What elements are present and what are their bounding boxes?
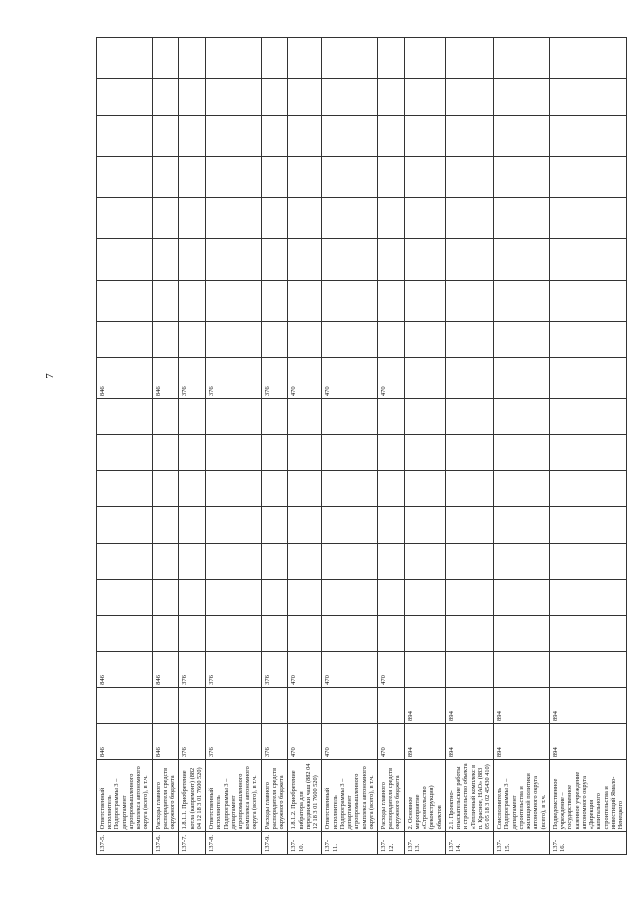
value-cell bbox=[152, 435, 179, 471]
description-cell: Подведомственное учреждение – государственное казенное учреждение автономного округа «Дирекция капитального строительства и инвестиций Ямало-Ненецкого bbox=[549, 760, 626, 832]
value-cell bbox=[288, 471, 322, 507]
table-row bbox=[377, 38, 404, 855]
value-cell bbox=[97, 198, 153, 239]
value-cell bbox=[494, 38, 550, 79]
description-cell: Расходы главного распорядителя средств окружного бюджета bbox=[152, 760, 179, 832]
value-cell bbox=[404, 79, 445, 115]
value-cell bbox=[179, 79, 206, 115]
table-row bbox=[549, 38, 626, 855]
value-cell bbox=[179, 115, 206, 156]
value-cell bbox=[404, 399, 445, 435]
value-cell bbox=[97, 79, 153, 115]
value-cell bbox=[377, 156, 404, 197]
table-row bbox=[494, 38, 550, 855]
value-cell bbox=[377, 198, 404, 239]
value-cell bbox=[261, 79, 288, 115]
value-cell bbox=[549, 321, 626, 357]
table-row bbox=[445, 38, 493, 855]
table-row bbox=[288, 38, 322, 855]
value-cell bbox=[377, 507, 404, 543]
value-cell bbox=[206, 399, 262, 435]
value-cell bbox=[494, 321, 550, 357]
value-cell: 894 bbox=[404, 724, 445, 760]
value-cell bbox=[206, 507, 262, 543]
value-cell bbox=[152, 38, 179, 79]
row-number-cell: 137-16. bbox=[549, 832, 626, 855]
value-cell bbox=[404, 239, 445, 280]
value-cell bbox=[261, 687, 288, 723]
value-cell bbox=[377, 687, 404, 723]
value-cell: 376 bbox=[261, 357, 288, 398]
value-cell bbox=[445, 38, 493, 79]
value-cell bbox=[152, 239, 179, 280]
value-cell bbox=[179, 399, 206, 435]
value-cell bbox=[322, 543, 378, 579]
value-cell: 846 bbox=[97, 724, 153, 760]
value-cell bbox=[322, 687, 378, 723]
value-cell bbox=[179, 471, 206, 507]
value-cell bbox=[206, 115, 262, 156]
row-number-cell: 137-13. bbox=[404, 832, 445, 855]
value-cell bbox=[404, 280, 445, 321]
value-cell bbox=[404, 579, 445, 615]
value-cell bbox=[494, 579, 550, 615]
value-cell bbox=[152, 507, 179, 543]
value-cell bbox=[152, 280, 179, 321]
value-cell bbox=[97, 321, 153, 357]
value-cell bbox=[322, 471, 378, 507]
value-cell bbox=[97, 399, 153, 435]
value-cell bbox=[288, 79, 322, 115]
value-cell bbox=[445, 79, 493, 115]
description-cell: 1.8.1.2. Приобретение вибратора для передвижки чаш (882 04 12 18 3 01 7600 520) bbox=[288, 760, 322, 832]
value-cell bbox=[288, 198, 322, 239]
value-cell: 846 bbox=[152, 724, 179, 760]
value-cell: 470 bbox=[322, 357, 378, 398]
value-cell: 376 bbox=[206, 724, 262, 760]
value-cell: 470 bbox=[377, 651, 404, 687]
value-cell bbox=[179, 38, 206, 79]
value-cell bbox=[152, 471, 179, 507]
value-cell bbox=[549, 543, 626, 579]
value-cell bbox=[549, 156, 626, 197]
row-number-cell: 137-14. bbox=[445, 832, 493, 855]
value-cell: 846 bbox=[97, 651, 153, 687]
value-cell bbox=[152, 615, 179, 651]
value-cell: 846 bbox=[152, 357, 179, 398]
value-cell bbox=[549, 280, 626, 321]
value-cell bbox=[404, 615, 445, 651]
value-cell: 470 bbox=[322, 724, 378, 760]
value-cell bbox=[97, 280, 153, 321]
value-cell bbox=[494, 543, 550, 579]
value-cell bbox=[261, 115, 288, 156]
value-cell bbox=[322, 115, 378, 156]
value-cell bbox=[179, 579, 206, 615]
value-cell bbox=[179, 156, 206, 197]
value-cell bbox=[445, 321, 493, 357]
value-cell bbox=[549, 357, 626, 398]
value-cell bbox=[179, 198, 206, 239]
value-cell bbox=[97, 543, 153, 579]
value-cell bbox=[288, 239, 322, 280]
value-cell bbox=[179, 321, 206, 357]
value-cell bbox=[322, 321, 378, 357]
value-cell bbox=[152, 198, 179, 239]
description-cell: Ответственный исполнитель Подпрограммы 3 – департамент агропромышленного комплекса автономного округа (всего), в т.ч. bbox=[322, 760, 378, 832]
value-cell: 894 bbox=[445, 724, 493, 760]
value-cell bbox=[549, 399, 626, 435]
value-cell bbox=[152, 399, 179, 435]
value-cell bbox=[404, 38, 445, 79]
value-cell bbox=[494, 615, 550, 651]
value-cell bbox=[549, 471, 626, 507]
value-cell bbox=[377, 579, 404, 615]
value-cell bbox=[404, 321, 445, 357]
value-cell bbox=[261, 399, 288, 435]
value-cell bbox=[445, 357, 493, 398]
value-cell bbox=[494, 435, 550, 471]
value-cell bbox=[445, 651, 493, 687]
value-cell bbox=[377, 435, 404, 471]
value-cell bbox=[494, 198, 550, 239]
value-cell bbox=[494, 156, 550, 197]
value-cell bbox=[261, 615, 288, 651]
row-number-cell: 137-15. bbox=[494, 832, 550, 855]
value-cell bbox=[97, 615, 153, 651]
value-cell bbox=[377, 280, 404, 321]
value-cell bbox=[152, 156, 179, 197]
value-cell bbox=[404, 543, 445, 579]
value-cell bbox=[445, 507, 493, 543]
value-cell bbox=[261, 507, 288, 543]
value-cell bbox=[445, 471, 493, 507]
value-cell bbox=[261, 156, 288, 197]
value-cell bbox=[494, 507, 550, 543]
value-cell bbox=[97, 239, 153, 280]
value-cell: 846 bbox=[97, 357, 153, 398]
table-row bbox=[206, 38, 262, 855]
value-cell bbox=[445, 399, 493, 435]
value-cell bbox=[445, 156, 493, 197]
page-number: 7 bbox=[44, 373, 56, 379]
value-cell bbox=[445, 239, 493, 280]
value-cell: 470 bbox=[288, 357, 322, 398]
value-cell: 894 bbox=[445, 687, 493, 723]
value-cell: 470 bbox=[377, 724, 404, 760]
value-cell bbox=[179, 280, 206, 321]
value-cell: 376 bbox=[179, 724, 206, 760]
value-cell bbox=[97, 435, 153, 471]
value-cell bbox=[206, 79, 262, 115]
budget-table-body bbox=[97, 38, 627, 855]
value-cell bbox=[288, 543, 322, 579]
value-cell bbox=[377, 471, 404, 507]
value-cell bbox=[494, 651, 550, 687]
value-cell bbox=[179, 615, 206, 651]
value-cell bbox=[494, 357, 550, 398]
value-cell bbox=[494, 471, 550, 507]
table-row bbox=[261, 38, 288, 855]
value-cell bbox=[404, 435, 445, 471]
value-cell bbox=[404, 507, 445, 543]
row-number-cell: 137-6. bbox=[152, 832, 179, 855]
value-cell bbox=[549, 198, 626, 239]
value-cell bbox=[494, 115, 550, 156]
row-number-cell: 137-5. bbox=[97, 832, 153, 855]
value-cell bbox=[206, 687, 262, 723]
value-cell bbox=[206, 435, 262, 471]
value-cell bbox=[97, 38, 153, 79]
row-number-cell: 137-11. bbox=[322, 832, 378, 855]
value-cell bbox=[549, 239, 626, 280]
value-cell bbox=[404, 156, 445, 197]
value-cell: 846 bbox=[152, 651, 179, 687]
value-cell bbox=[494, 239, 550, 280]
value-cell bbox=[97, 156, 153, 197]
value-cell bbox=[179, 435, 206, 471]
value-cell bbox=[322, 79, 378, 115]
value-cell bbox=[445, 435, 493, 471]
value-cell: 894 bbox=[549, 724, 626, 760]
value-cell bbox=[206, 543, 262, 579]
value-cell bbox=[445, 115, 493, 156]
rotated-table-frame bbox=[96, 37, 624, 855]
description-cell: Расходы главного распорядителя средств окружного бюджета bbox=[377, 760, 404, 832]
value-cell: 376 bbox=[261, 651, 288, 687]
value-cell bbox=[152, 79, 179, 115]
value-cell bbox=[549, 115, 626, 156]
description-cell: Соисполнитель Подпрограммы 3 – департамент строительства и жилищной политики автономного округа (всего), в т.ч. bbox=[494, 760, 550, 832]
value-cell: 894 bbox=[404, 687, 445, 723]
value-cell: 470 bbox=[288, 724, 322, 760]
value-cell bbox=[152, 321, 179, 357]
value-cell: 376 bbox=[206, 651, 262, 687]
value-cell bbox=[445, 543, 493, 579]
value-cell bbox=[288, 156, 322, 197]
value-cell bbox=[206, 615, 262, 651]
value-cell bbox=[377, 399, 404, 435]
value-cell bbox=[206, 471, 262, 507]
value-cell bbox=[152, 687, 179, 723]
value-cell bbox=[152, 543, 179, 579]
value-cell bbox=[179, 239, 206, 280]
value-cell bbox=[97, 507, 153, 543]
value-cell bbox=[152, 115, 179, 156]
value-cell bbox=[288, 435, 322, 471]
value-cell bbox=[97, 471, 153, 507]
value-cell bbox=[322, 399, 378, 435]
value-cell: 894 bbox=[494, 724, 550, 760]
description-cell: Ответственный исполнитель Подпрограммы 3 – департамент агропромышленного комплекса автономного округа (всего), в т.ч. bbox=[206, 760, 262, 832]
value-cell bbox=[377, 239, 404, 280]
value-cell bbox=[549, 79, 626, 115]
value-cell bbox=[494, 399, 550, 435]
value-cell: 470 bbox=[377, 357, 404, 398]
value-cell bbox=[445, 198, 493, 239]
value-cell bbox=[322, 280, 378, 321]
value-cell bbox=[377, 79, 404, 115]
value-cell bbox=[549, 507, 626, 543]
description-cell: Расходы главного распорядителя средств окружного бюджета bbox=[261, 760, 288, 832]
value-cell bbox=[261, 471, 288, 507]
value-cell bbox=[549, 651, 626, 687]
value-cell bbox=[261, 435, 288, 471]
value-cell bbox=[322, 615, 378, 651]
value-cell bbox=[206, 579, 262, 615]
value-cell: 470 bbox=[288, 651, 322, 687]
value-cell bbox=[179, 543, 206, 579]
value-cell bbox=[261, 280, 288, 321]
value-cell bbox=[261, 321, 288, 357]
value-cell bbox=[97, 687, 153, 723]
value-cell bbox=[549, 615, 626, 651]
description-cell: Ответственный исполнитель Подпрограммы 3 – департамент агропромышленного комплекса автономного округа (всего), в т.ч. bbox=[97, 760, 153, 832]
row-number-cell: 137-12. bbox=[377, 832, 404, 855]
value-cell bbox=[404, 115, 445, 156]
value-cell bbox=[288, 115, 322, 156]
value-cell bbox=[288, 615, 322, 651]
value-cell bbox=[404, 651, 445, 687]
budget-table bbox=[96, 37, 627, 855]
value-cell bbox=[404, 471, 445, 507]
value-cell bbox=[322, 239, 378, 280]
description-cell: 2.1. Проектно-изыскательские работы и строительство объекта «Тепличный комплекс в п. Красное, НАО» (883 05 05 18 3 02 45430 410) bbox=[445, 760, 493, 832]
value-cell bbox=[206, 38, 262, 79]
value-cell bbox=[445, 615, 493, 651]
value-cell bbox=[206, 239, 262, 280]
description-cell: 1.8.1.1. Приобретение котла (капремонт) (882 04 12 18 3 01 7600 520) bbox=[179, 760, 206, 832]
table-row bbox=[322, 38, 378, 855]
value-cell: 470 bbox=[322, 651, 378, 687]
value-cell bbox=[494, 280, 550, 321]
value-cell bbox=[261, 239, 288, 280]
value-cell: 894 bbox=[494, 687, 550, 723]
value-cell bbox=[404, 198, 445, 239]
value-cell: 376 bbox=[206, 357, 262, 398]
value-cell bbox=[322, 579, 378, 615]
value-cell: 376 bbox=[261, 724, 288, 760]
value-cell bbox=[494, 79, 550, 115]
value-cell: 376 bbox=[179, 651, 206, 687]
row-number-cell: 137-7. bbox=[179, 832, 206, 855]
value-cell bbox=[549, 38, 626, 79]
value-cell bbox=[261, 579, 288, 615]
table-row bbox=[179, 38, 206, 855]
value-cell bbox=[377, 543, 404, 579]
landscape-table-canvas bbox=[96, 37, 624, 855]
value-cell bbox=[322, 507, 378, 543]
value-cell bbox=[288, 687, 322, 723]
value-cell bbox=[206, 156, 262, 197]
row-number-cell: 137-10. bbox=[288, 832, 322, 855]
value-cell bbox=[445, 579, 493, 615]
value-cell bbox=[322, 435, 378, 471]
value-cell bbox=[206, 321, 262, 357]
value-cell: 894 bbox=[549, 687, 626, 723]
value-cell bbox=[377, 115, 404, 156]
value-cell bbox=[288, 507, 322, 543]
value-cell bbox=[322, 198, 378, 239]
value-cell bbox=[261, 543, 288, 579]
value-cell bbox=[322, 38, 378, 79]
value-cell bbox=[261, 198, 288, 239]
value-cell bbox=[179, 507, 206, 543]
value-cell bbox=[377, 38, 404, 79]
value-cell bbox=[97, 579, 153, 615]
table-row bbox=[97, 38, 153, 855]
row-number-cell: 137-8. bbox=[206, 832, 262, 855]
value-cell bbox=[152, 579, 179, 615]
table-row bbox=[404, 38, 445, 855]
value-cell bbox=[97, 115, 153, 156]
value-cell bbox=[377, 321, 404, 357]
value-cell bbox=[179, 687, 206, 723]
value-cell: 376 bbox=[179, 357, 206, 398]
value-cell bbox=[377, 615, 404, 651]
value-cell bbox=[288, 399, 322, 435]
value-cell bbox=[445, 280, 493, 321]
value-cell bbox=[404, 357, 445, 398]
table-row bbox=[152, 38, 179, 855]
value-cell bbox=[288, 280, 322, 321]
value-cell bbox=[288, 38, 322, 79]
value-cell bbox=[322, 156, 378, 197]
value-cell bbox=[288, 579, 322, 615]
value-cell bbox=[549, 579, 626, 615]
value-cell bbox=[288, 321, 322, 357]
description-cell: 2. Основное мероприятие «Строительство (реконструкция) объектов bbox=[404, 760, 445, 832]
value-cell bbox=[206, 198, 262, 239]
row-number-cell: 137-9. bbox=[261, 832, 288, 855]
value-cell bbox=[549, 435, 626, 471]
value-cell bbox=[261, 38, 288, 79]
value-cell bbox=[206, 280, 262, 321]
